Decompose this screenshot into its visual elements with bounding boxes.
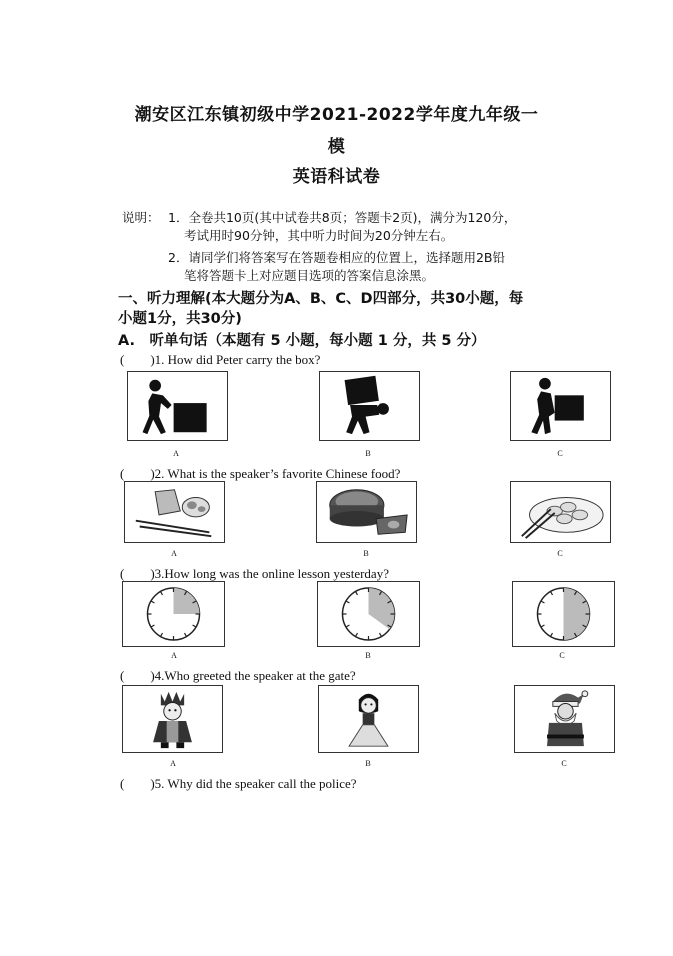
q3-label-a: A [171, 651, 177, 660]
princess-icon [319, 686, 418, 752]
instruction-1-line1: 1．全卷共10页(其中试卷共8页；答题卡2页)，满分为120分， [168, 210, 517, 225]
q1-option-b-image[interactable] [319, 371, 420, 441]
q4-label-b: B [365, 759, 371, 768]
q4-option-b-image[interactable] [318, 685, 419, 753]
person-carrying-box-in-front-icon [511, 372, 610, 440]
q4-option-c-image[interactable] [514, 685, 615, 753]
q2-option-b-image[interactable] [316, 481, 417, 543]
section-1-heading-line1: 一、听力理解(本大题分为A、B、C、D四部分，共30小题，每 [118, 291, 524, 307]
instruction-2-line1: 2．请同学们将答案写在答题卷相应的位置上，选择题用2B铅 [168, 250, 505, 265]
page-title-line2: 模 [327, 137, 346, 157]
question-1: ( )1. How did Peter carry the box? [120, 352, 321, 367]
q3-option-b-image[interactable] [317, 581, 420, 647]
section-1-heading-line2: 小题1分，共30分) [118, 311, 242, 327]
instruction-2-line2: 笔将答题卡上对应题目选项的答案信息涂黑。 [184, 268, 435, 283]
q4-label-a: A [170, 759, 176, 768]
q1-option-c-image[interactable] [510, 371, 611, 441]
clock-icon [513, 582, 614, 646]
santa-claus-icon [515, 686, 614, 752]
person-pushing-box-icon [128, 372, 227, 440]
king-icon [123, 686, 222, 752]
q2-label-a: A [171, 549, 177, 558]
dumplings-icon [511, 482, 610, 542]
q1-option-a-image[interactable] [127, 371, 228, 441]
page-title-line1: 潮安区江东镇初级中学2021-2022学年度九年级一 [134, 105, 539, 125]
q2-option-a-image[interactable] [124, 481, 225, 543]
q1-label-c: C [557, 449, 563, 458]
q3-option-c-image[interactable] [512, 581, 615, 647]
question-2: ( )2. What is the speaker’s favorite Chinese food? [120, 466, 401, 481]
q3-label-b: B [365, 651, 371, 660]
mooncake-icon [317, 482, 416, 542]
person-carrying-box-on-back-icon [320, 372, 419, 440]
q2-label-c: C [557, 549, 563, 558]
question-5: ( )5. Why did the speaker call the police? [120, 776, 357, 791]
page-subtitle: 英语科试卷 [292, 167, 381, 187]
zongzi-icon [125, 482, 224, 542]
clock-icon [123, 582, 224, 646]
question-3: ( )3.How long was the online lesson yesterday? [120, 566, 389, 581]
q2-option-c-image[interactable] [510, 481, 611, 543]
part-a-heading: A. 听单句话（本题有 5 小题，每小题 1 分，共 5 分） [118, 333, 486, 349]
clock-icon [318, 582, 419, 646]
q4-label-c: C [561, 759, 567, 768]
q2-label-b: B [363, 549, 369, 558]
instructions-prefix: 说明： [122, 210, 160, 225]
q1-label-a: A [173, 449, 179, 458]
q1-label-b: B [365, 449, 371, 458]
instruction-1-line2: 考试用时90分钟，其中听力时间为20分钟左右。 [184, 228, 454, 243]
q4-option-a-image[interactable] [122, 685, 223, 753]
q3-option-a-image[interactable] [122, 581, 225, 647]
q3-label-c: C [559, 651, 565, 660]
question-4: ( )4.Who greeted the speaker at the gate? [120, 668, 356, 683]
